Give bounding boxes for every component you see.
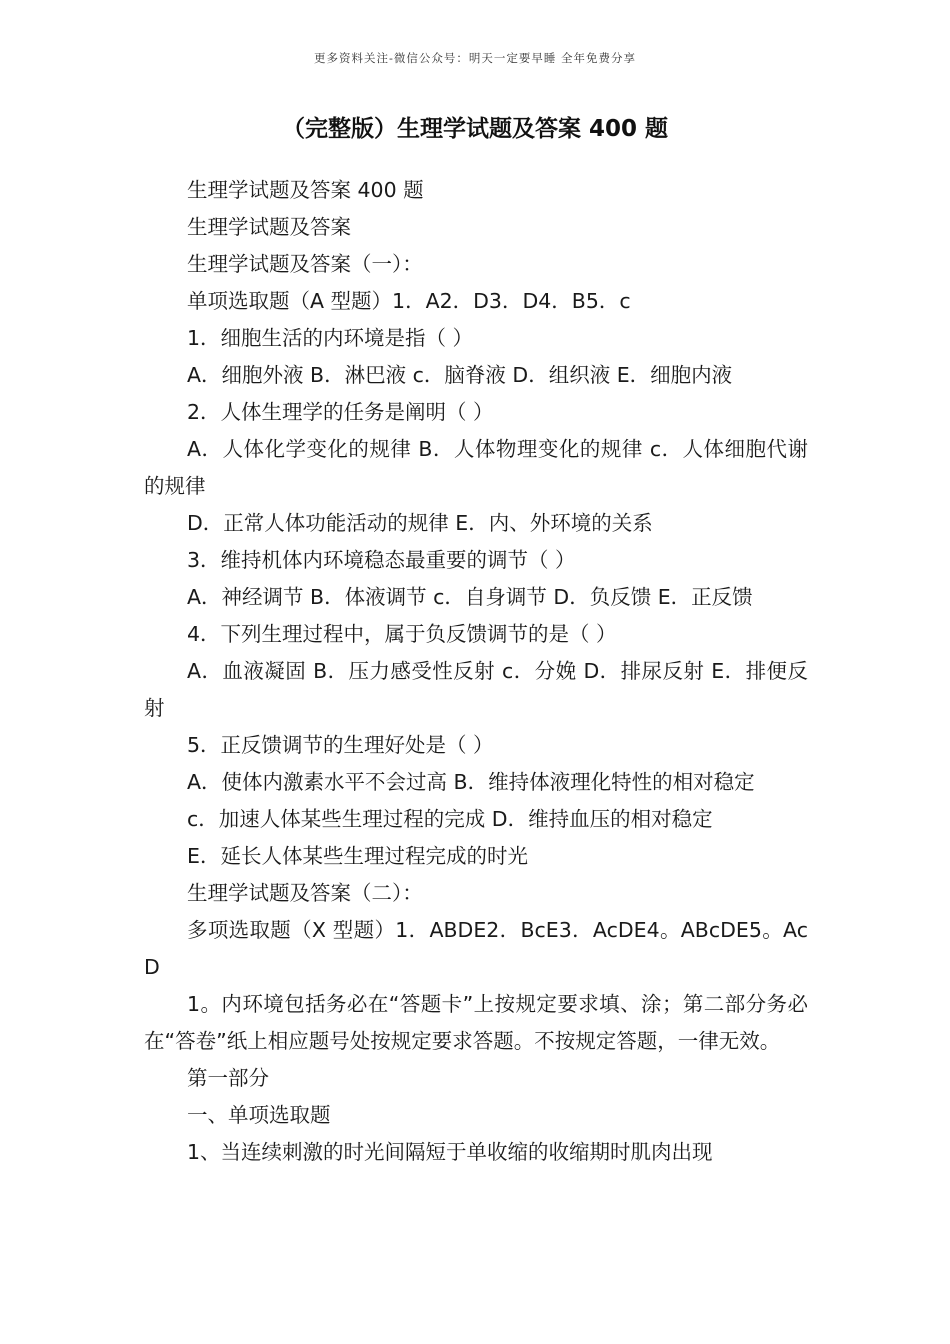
- paragraph: 单项选取题（A 型题）1．A2．D3．D4．B5．c: [187, 289, 631, 313]
- paragraph: 第一部分: [187, 1066, 269, 1090]
- paragraph: 生理学试题及答案（一）：: [187, 252, 423, 276]
- paragraph: c．加速人体某些生理过程的完成 D．维持血压的相对稳定: [187, 807, 713, 831]
- paragraph: 1．细胞生活的内环境是指（ ）: [187, 326, 474, 350]
- paragraph: A．人体化学变化的规律 B．人体物理变化的规律 c．人体细胞代谢的规律: [144, 437, 808, 498]
- paragraph: D．正常人体功能活动的规律 E．内、外环境的关系: [187, 511, 653, 535]
- paragraph: A．使体内激素水平不会过高 B．维持体液理化特性的相对稳定: [187, 770, 755, 794]
- paragraph: A．血液凝固 B．压力感受性反射 c．分娩 D．排尿反射 E．排便反射: [144, 659, 808, 720]
- paragraph: 生理学试题及答案: [187, 215, 351, 239]
- paragraph: E．延长人体某些生理过程完成的时光: [187, 844, 528, 868]
- paragraph: A．神经调节 B．体液调节 c．自身调节 D．负反馈 E．正反馈: [187, 585, 753, 609]
- document-body: [144, 172, 808, 1171]
- paragraph: 生理学试题及答案（二）：: [187, 881, 423, 905]
- paragraph: 1、当连续刺激的时光间隔短于单收缩的收缩期时肌肉出现: [187, 1140, 713, 1164]
- paragraph: 一、单项选取题: [187, 1103, 331, 1127]
- document-title: （完整版）生理学试题及答案 400 题: [281, 116, 669, 142]
- paragraph: 4．下列生理过程中，属于负反馈调节的是（ ）: [187, 622, 617, 646]
- paragraph: 生理学试题及答案 400 题: [187, 178, 424, 202]
- paragraph: 3．维持机体内环境稳态最重要的调节（ ）: [187, 548, 576, 572]
- paragraph: 1。内环境包括务必在“答题卡”上按规定要求填、涂；第二部分务必在“答卷”纸上相应题号处按规定要求答题。不按规定答题，一律无效。: [144, 992, 808, 1053]
- paragraph: 5．正反馈调节的生理好处是（ ）: [187, 733, 494, 757]
- paragraph: 多项选取题（X 型题）1．ABDE2．BcE3．AcDE4。ABcDE5。AcD: [144, 918, 808, 979]
- header-note: 更多资料关注-微信公众号：明天一定要早睡 全年免费分享: [313, 51, 637, 65]
- paragraph: 2．人体生理学的任务是阐明（ ）: [187, 400, 494, 424]
- paragraph: A．细胞外液 B．淋巴液 c．脑脊液 D．组织液 E．细胞内液: [187, 363, 733, 387]
